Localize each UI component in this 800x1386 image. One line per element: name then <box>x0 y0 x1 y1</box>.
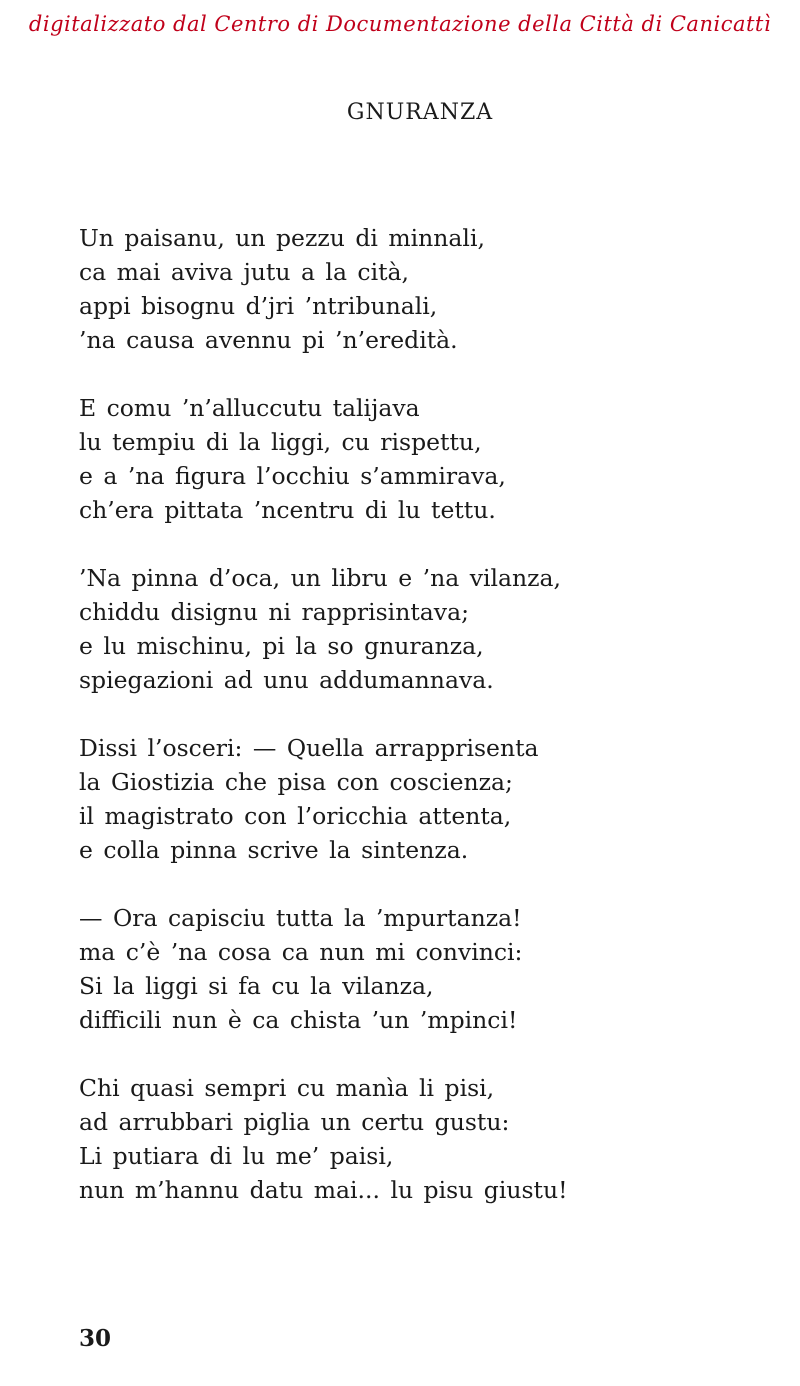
verse-line: ’Na pinna d’oca, un libru e ’na vilanza, <box>79 564 562 592</box>
verse-line: E comu ’n’alluccutu talijava <box>79 394 420 422</box>
poem-body <box>79 221 759 1241</box>
stanza-4 <box>79 731 759 867</box>
stanza-3 <box>79 561 759 697</box>
verse-line: Chi quasi sempri cu manìa li pisi, <box>79 1074 495 1102</box>
verse-line: chiddu disignu ni rapprisintava; <box>79 598 469 626</box>
verse-line: il magistrato con l’oricchia attenta, <box>79 802 512 830</box>
verse-line: ch’era pittata ’ncentru di lu tettu. <box>79 496 496 524</box>
verse-line: la Giostizia che pisa con coscienza; <box>79 768 513 796</box>
verse-line: spiegazioni ad unu addumannava. <box>79 666 494 694</box>
verse-line: Dissi l’osceri: — Quella arrapprisenta <box>79 734 539 762</box>
verse-line: difficili nun è ca chista ’un ’mpinci! <box>79 1006 518 1034</box>
stanza-1 <box>79 221 759 357</box>
stanza-6 <box>79 1071 759 1207</box>
page-number: 30 <box>79 1325 112 1352</box>
verse-line: ma c’è ’na cosa ca nun mi convinci: <box>79 938 523 966</box>
verse-line: Li putiara di lu me’ paisi, <box>79 1142 394 1170</box>
poem-title: GNURANZA <box>346 100 494 125</box>
verse-line: nun m’hannu datu mai... lu pisu giustu! <box>79 1176 568 1204</box>
verse-line: e a ’na figura l’occhiu s’ammirava, <box>79 462 506 490</box>
stanza-5 <box>79 901 759 1037</box>
verse-line: ca mai aviva jutu a la cità, <box>79 258 410 286</box>
stanza-2 <box>79 391 759 527</box>
verse-line: lu tempiu di la liggi, cu rispettu, <box>79 428 482 456</box>
verse-line: Un paisanu, un pezzu di minnali, <box>79 224 485 252</box>
verse-line: e lu mischinu, pi la so gnuranza, <box>79 632 484 660</box>
verse-line: appi bisognu d’jri ’ntribunali, <box>79 292 438 320</box>
verse-line: — Ora capisciu tutta la ’mpurtanza! <box>79 904 522 932</box>
verse-line: ’na causa avennu pi ’n’eredità. <box>79 326 458 354</box>
digitization-watermark: digitalizzato dal Centro di Documentazione della Città di Canicattì <box>28 12 772 36</box>
verse-line: ad arrubbari piglia un certu gustu: <box>79 1108 510 1136</box>
verse-line: e colla pinna scrive la sintenza. <box>79 836 469 864</box>
verse-line: Si la liggi si fa cu la vilanza, <box>79 972 434 1000</box>
